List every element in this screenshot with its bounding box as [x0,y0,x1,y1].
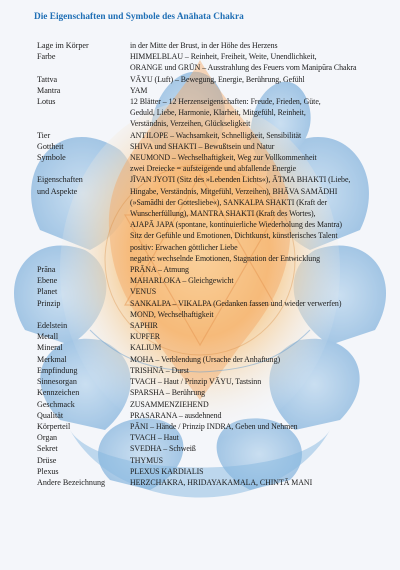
table-row [37,421,397,432]
table-row [37,96,397,130]
table-row [37,376,397,387]
property-value: VENUS [130,287,157,297]
table-row [37,354,397,365]
table-row [37,298,397,320]
property-label: Empfindung [37,365,78,375]
property-value: YAM [130,85,148,95]
property-value: MAHARLOKA – Gleichgewicht [130,276,234,286]
property-label: Metall [37,332,59,342]
property-label: Lage im Körper [37,41,89,50]
table-row [37,365,397,376]
property-value: SAPHIR [130,321,158,331]
property-value: in der Mitte der Brust, in der Höhe des Herzens [130,41,278,50]
table-row [37,152,397,174]
table-row [37,320,397,331]
property-label: Prāna [37,265,56,275]
property-value: ZUSAMMENZIEHEND [130,399,209,409]
property-value: SANKALPA – VIKALPA (Gedanken fassen und wieder verwerfen) MOND, Wechselhaftigkeit [130,298,342,319]
property-value: HIMMELBLAU – Reinheit, Freiheit, Weite, Unendlichkeit, ORANGE und GRÜN – Ausstrahlung des Feuers vom Manipūra Chakra [130,52,357,73]
table-row [37,174,397,264]
page-title: Die Eigenschaften und Symbole des Anāhata Chakra [34,12,244,22]
property-label: Lotus [37,97,56,107]
property-label: Symbole [37,153,66,163]
property-label: Sekret [37,444,58,454]
property-label: Prinzip [37,298,61,308]
property-label: Planet [37,287,58,297]
property-value: SPARSHA – Berührung [130,388,206,398]
property-value: VĀYU (Luft) – Bewegung, Energie, Berührung, Gefühl [130,74,305,84]
property-value: KUPFER [130,332,160,342]
table-row [37,466,397,477]
property-label: Drüse [37,455,57,465]
table-row [37,85,397,96]
property-value: PRASARANA – ausdehnend [130,410,222,420]
table-row [37,130,397,141]
table-row [37,331,397,342]
table-row [37,443,397,454]
property-label: Andere Bezeichnung [37,477,106,487]
property-label: Geschmack [37,399,75,409]
property-label: Körperteil [37,421,71,431]
property-value: ANTILOPE – Wachsamkeit, Schnelligkeit, Sensibilität [130,130,302,140]
property-label: Tier [37,130,51,140]
property-value: PRĀNA – Atmung [130,265,189,275]
property-value: MOHA – Verblendung (Ursache der Anhaftung) [130,354,281,364]
property-label: Organ [37,433,58,443]
property-value: HERZCHAKRA, HRIDAYAKAMALA, CHINTĀ MANI [130,477,313,487]
property-label: Ebene [37,276,58,286]
property-label: Mineral [37,343,63,353]
table-row [37,432,397,443]
property-value: SVEDHA – Schweiß [130,444,196,454]
property-label: Gottheit [37,141,64,151]
property-value: PĀNI – Hände / Prinzip INDRA, Geben und Nehmen [130,421,298,431]
property-value: NEUMOND – Wechselhaftigkeit, Weg zur Vollkommenheit zwei Dreiecke = aufsteigende und abfallende Energie [130,153,317,174]
property-value: KALIUM [130,343,162,353]
property-label: Qualität [37,410,64,420]
property-label: Merkmal [37,354,67,364]
property-label: Mantra [37,85,61,95]
table-row [37,275,397,286]
table-row [37,399,397,410]
property-label: Edelstein [37,321,68,331]
table-row [37,51,397,73]
property-value: TRISHNĀ – Durst [130,365,189,375]
table-row [37,342,397,353]
table-row [37,74,397,85]
property-value: TVACH – Haut / Prinzip VĀYU, Tastsinn [130,377,262,387]
property-value: THYMUS [130,455,164,465]
table-row [37,455,397,466]
property-label: Plexus [37,466,59,476]
property-value: 12 Blätter – 12 Herzenseigenschaften: Freude, Frieden, Güte, Geduld, Liebe, Harmonie, Klarheit, Mitgefühl, Reinheit, Verständnis, Verzeihen, Glückseligkeit [130,97,321,129]
table-row [37,410,397,421]
table-row [37,141,397,152]
property-value: JĪVAN JYOTI (Sitz des »Lebenden Lichts«), ĀTMA BHAKTI (Liebe, Hingabe, Verständnis, Mitgefühl, Verzeihen), BHĀVA SAMĀDHI (»Samādhi der Gottesliebe«), SANKALPA SHAKTI (Kraft der Wunscherfüllung), MANTRA SHAKTI (Kraft des Wortes), AJAPĀ JAPA (spontane, kontinuierliche Wiederholung des Mantra) Sitz der Gefühle und Emotionen, Dichtkunst, künstlerisches Talent positiv: Erwachen göttlicher Liebe negativ: wechselnde Emotionen, Stagnation der Entwicklung [130,175,351,263]
property-label: Tattva [37,74,58,84]
table-row [37,40,397,51]
property-label: Kennzeichen [37,388,80,398]
property-label: Farbe [37,52,56,62]
property-value: TVACH – Haut [130,433,179,443]
property-label: Sinnesorgan [37,377,77,387]
chakra-properties-table [37,40,397,488]
table-row [37,264,397,275]
property-value: PLEXUS KARDIALIS [130,466,204,476]
table-row [37,477,397,488]
table-row [37,387,397,398]
table-row [37,286,397,297]
property-label: Eigenschaften und Aspekte [37,175,83,196]
property-value: SHIVA und SHAKTI – Bewußtsein und Natur [130,141,275,151]
